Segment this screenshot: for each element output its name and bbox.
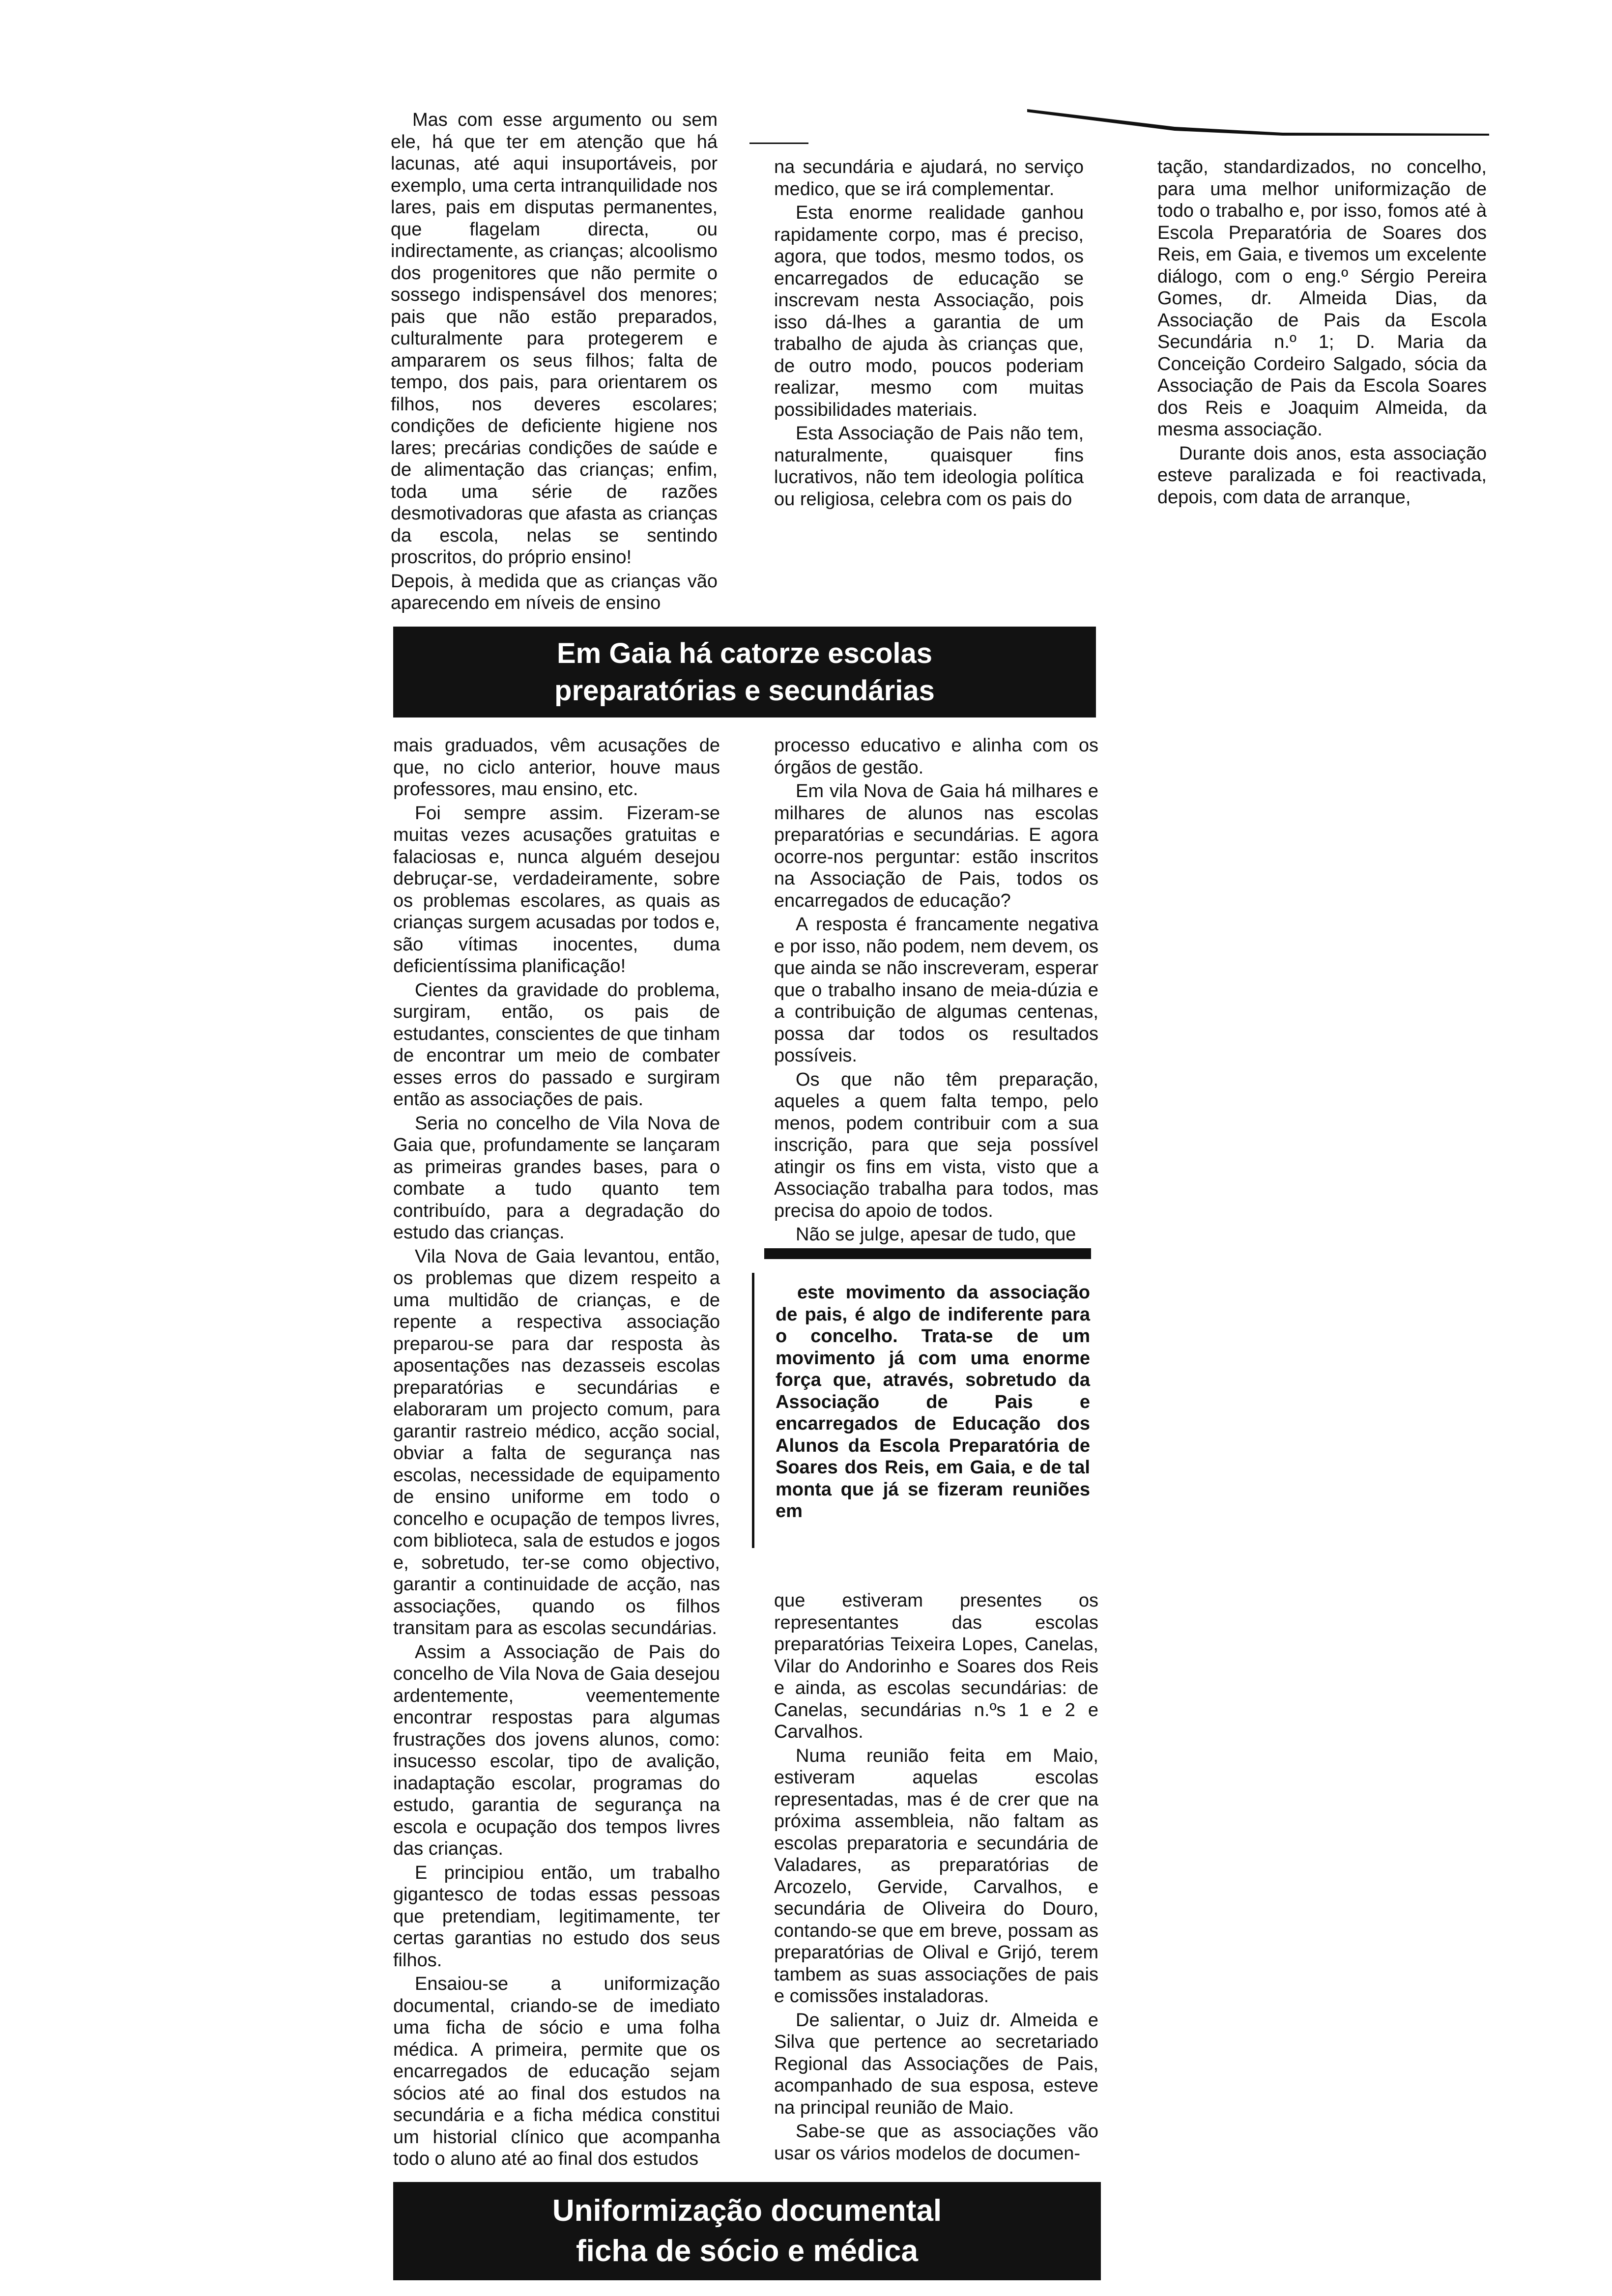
paragraph: Depois, à medida que as crianças vão aparecendo em níveis de ensino xyxy=(391,571,718,613)
mid-column-2-bottom xyxy=(774,1590,1098,2164)
column-divider-rule xyxy=(749,143,808,144)
mid-column-1 xyxy=(393,735,720,2170)
paragraph: processo educativo e alinha com os órgãos de gestão. xyxy=(774,735,1098,778)
paragraph: Cientes da gravidade do problema, surgiram, então, os pais de estudantes, conscientes de que tinham de encontrar um meio de combater esses erros do passado e surgiram então as associações de pais. xyxy=(393,979,720,1110)
paragraph: E principiou então, um trabalho gigantesco de todas essas pessoas que pretendiam, legitimamente, ter certas garantias no estudo dos seus filhos. xyxy=(393,1862,720,1971)
paragraph: Em vila Nova de Gaia há milhares e milhares de alunos nas escolas preparatórias e secundárias. E agora ocorre-nos perguntar: estão inscritos na Associação de Pais, todos os encarregados de educação? xyxy=(774,781,1098,911)
headline-line: Uniformização documental xyxy=(552,2194,942,2228)
paragraph: Esta enorme realidade ganhou rapidamente corpo, mas é preciso, agora, que todos, mesmo todos, os encarregados de educação se inscrevam nesta Associação, pois isso dá-lhes a garantia de um trabalho de ajuda às crianças que, de outro modo, poucos poderiam realizar, mesmo com muitas possibilidades materiais. xyxy=(774,202,1084,420)
paragraph: Seria no concelho de Vila Nova de Gaia que, profundamente se lançaram as primeiras grandes bases, para o combate a tudo quanto tem contribuído, para a degradação do estudo das crianças. xyxy=(393,1113,720,1243)
paragraph: na secundária e ajudará, no serviço medico, que se irá complementar. xyxy=(774,157,1084,200)
paragraph: Esta Associação de Pais não tem, naturalmente, quaisquer fins lucrativos, não tem ideologia política ou religiosa, celebra com os pais do xyxy=(774,423,1084,510)
paragraph: Sabe-se que as associações vão usar os vários modelos de documen- xyxy=(774,2121,1098,2164)
paragraph: tação, standardizados, no concelho, para uma melhor uniformização de todo o trabalho e, por isso, fomos até à Escola Preparatória de Soares dos Reis, em Gaia, e tivemos um excelente diálogo, com o eng.º Sérgio Pereira Gomes, dr. Almeida Dias, da Associação de Pais da Escola Secundária n.º 1; D. Maria da Conceição Cordeiro Salgado, sócia da Associação de Pais da Escola Soares dos Reis e Joaquim Almeida, da mesma associação. xyxy=(1157,157,1487,440)
paragraph: Não se julge, apesar de tudo, que xyxy=(796,1224,1076,1245)
paragraph: mais graduados, vêm acusações de que, no ciclo anterior, houve maus professores, mau ensino, etc. xyxy=(393,735,720,800)
paragraph: Foi sempre assim. Fizeram-se muitas vezes acusações gratuitas e falaciosas e, nunca alguém desejou debruçar-se, verdadeiramente, sobre os problemas escolares, as quais as crianças surgem acusadas por todos e, são vítimas inocentes, duma deficientíssima planificação! xyxy=(393,803,720,976)
headline-catorze-escolas xyxy=(393,627,1096,718)
headline-line: Em Gaia há catorze escolas xyxy=(556,637,933,669)
paragraph: este movimento da associação de pais, é algo de indiferente para o concelho. Trata-se de um movimento já com uma enorme força que, através, sobretudo da Associação de Pais e encarregados de Educação dos Alunos da Escola Preparatória de Soares dos Reis, em Gaia, e de tal monta que já se fizeram reuniões em xyxy=(776,1282,1090,1521)
paragraph: Assim a Associação de Pais do concelho de Vila Nova de Gaia desejou ardentemente, veementemente encontrar respostas para algumas frustrações dos jovens alunos, como: insucesso escolar, tipo de avalição, inadaptação escolar, programas do estudo, garantia de segurança na escola e ocupação dos tempos livres das crianças. xyxy=(393,1641,720,1859)
paragraph: Mas com esse argumento ou sem ele, há que ter em atenção que há lacunas, até aqui insuportáveis, por exemplo, uma certa intranquilidade nos lares, pais em disputas permanentes, que flagelam directa, ou indirectamente, as crianças; alcoolismo dos progenitores que não permite o sossego indispensável dos menores; pais que não estão preparados, culturalmente para protegerem e ampararem os seus filhos; falta de tempo, dos pais, para orientarem os filhos, nos deveres escolares; condições de deficiente higiene nos lares; precárias condições de saúde e de alimentação das crianças; enfim, toda uma série de razões desmotivadoras que afasta as crianças da escola, nelas se sentindo proscritos, do próprio ensino! xyxy=(391,110,718,568)
box-top-rule xyxy=(764,1248,1091,1259)
torn-edge-rule xyxy=(1027,98,1489,143)
headline-line: preparatórias e secundárias xyxy=(554,674,935,707)
paragraph: Numa reunião feita em Maio, estiveram aquelas escolas representadas, mas é de crer que na próxima assembleia, não faltam as escolas preparatoria e secundária de Valadares, as preparatórias de Arcozelo, Gervide, Carvalhos, e secundária de Oliveira do Douro, contando-se que em breve, possam as preparatórias de Olival e Grijó, terem tambem as suas associações de pais e comissões instaladoras. xyxy=(774,1745,1098,2007)
top-column-3 xyxy=(1157,156,1487,508)
boxed-text xyxy=(776,1282,1090,1522)
paragraph: Durante dois anos, esta associação esteve paralizada e foi reactivada, depois, com data de arranque, xyxy=(1157,443,1487,508)
top-column-1 xyxy=(391,109,718,614)
paragraph: Vila Nova de Gaia levantou, então, os problemas que dizem respeito a uma multidão de crianças, e de repente a respectiva associação preparou-se para dar resposta às aposentações nas dezasseis escolas preparatórias e secundárias e elaboraram um projecto comum, para garantir rastreio médico, acção social, obviar a falta de segurança nas escolas, necessidade de equipamento de ensino uniforme em todo o concelho e ocupação de tempos livres, com biblioteca, sala de estudos e jogos e, sobretudo, ter-se como objectivo, garantir a continuidade de acção, nas associações, quando os filhos transitam para as escolas secundárias. xyxy=(393,1246,720,1638)
paragraph: A resposta é francamente negativa e por isso, não podem, nem devem, os que ainda se não inscreveram, esperar que o trabalho insano de meia-dúzia e a contribuição de algumas centenas, possa dar todos os resultados possíveis. xyxy=(774,914,1098,1066)
paragraph: De salientar, o Juiz dr. Almeida e Silva que pertence ao secretariado Regional das Associações de Pais, acompanhado de sua esposa, esteve na principal reunião de Maio. xyxy=(774,2009,1098,2118)
top-column-2 xyxy=(774,156,1084,510)
paragraph: Os que não têm preparação, aqueles a quem falta tempo, pelo menos, podem contribuir com a sua inscrição, para que seja possível atingir os fins em vista, visto que a Associação trabalha para todos, mas precisa do apoio de todos. xyxy=(774,1069,1098,1221)
headline-uniformizacao xyxy=(393,2182,1101,2280)
paragraph: Ensaiou-se a uniformização documental, criando-se de imediato uma ficha de sócio e uma folha médica. A primeira, permite que os encarregados de educação sejam sócios até ao final dos estudos na secundária e a ficha médica constitui um historial clínico que acompanha todo o aluno até ao final dos estudos xyxy=(393,1974,720,2169)
paragraph: que estiveram presentes os representantes das escolas preparatórias Teixeira Lopes, Canelas, Vilar do Andorinho e Soares dos Reis e ainda, as escolas secundárias: de Canelas, secundárias n.ºs 1 e 2 e Carvalhos. xyxy=(774,1590,1098,1742)
headline-line: ficha de sócio e médica xyxy=(576,2234,919,2268)
mid-column-2-top xyxy=(774,735,1098,1246)
box-left-rule xyxy=(752,1273,754,1548)
